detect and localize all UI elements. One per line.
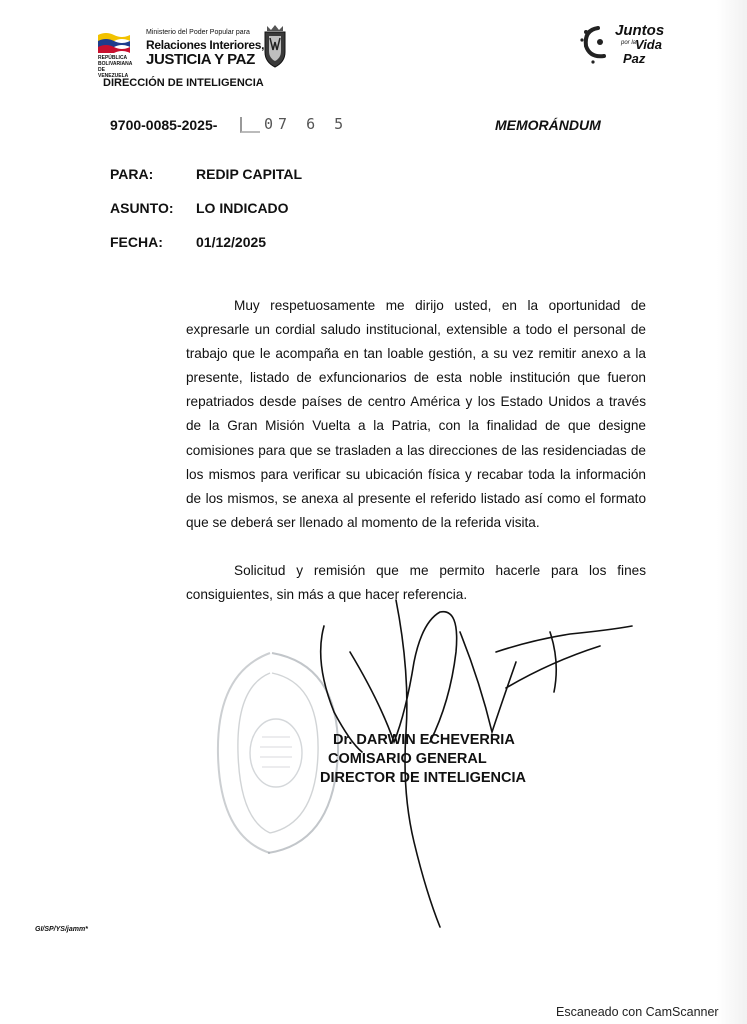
logo-word-juntos: Juntos bbox=[615, 22, 665, 39]
signatory-rank: COMISARIO GENERAL bbox=[328, 751, 487, 767]
para-label: PARA: bbox=[110, 166, 154, 182]
logo-word-por-la: por la bbox=[621, 40, 637, 46]
ministry-line3: JUSTICIA Y PAZ bbox=[146, 51, 255, 68]
asunto-value: LO INDICADO bbox=[196, 200, 289, 216]
logo-word-vida: Vida bbox=[635, 37, 662, 52]
ministry-line2: Relaciones Interiores, bbox=[146, 38, 265, 52]
police-shield-icon bbox=[261, 24, 289, 69]
signatory-title: DIRECTOR DE INTELIGENCIA bbox=[320, 770, 526, 786]
stamped-number bbox=[240, 115, 348, 133]
memo-body bbox=[186, 294, 646, 607]
juntos-por-la-vida-logo bbox=[578, 22, 668, 70]
body-paragraph-1: Muy respetuosamente me dirijo usted, en la oportunidad de expresarle un cordial saludo institucional, extensible a todo el personal de trabajo que le acompaña en tan loable gestión, a su vez remitir anexo a la presente, listado de exfuncionarios de esta noble institución que fueron repatriados desde países de centro América y los Estado Unidos a través de la Gran Misión Vuelta a la Patria, con la finalidad de que designe comisiones para que se trasladen a las direcciones de las residenciadas de los mismos para verificar su ubicación física y recabar toda la información de los mismos, se anexa al presente el referido listado así como el formato que se deberá ser llenado al momento de la referida visita. bbox=[186, 298, 646, 530]
ministry-line1: Ministerio del Poder Popular para bbox=[146, 29, 250, 36]
scanner-watermark: Escaneado con CamScanner bbox=[556, 1005, 719, 1019]
campaign-swirl-icon bbox=[578, 22, 614, 66]
fecha-value: 01/12/2025 bbox=[196, 234, 267, 250]
logo-word-paz: Paz bbox=[623, 51, 646, 66]
asunto-label: ASUNTO: bbox=[110, 200, 174, 216]
flag-label: REPÚBLICA BOLIVARIANA DE VENEZUELA bbox=[98, 55, 133, 79]
venezuela-flag-icon bbox=[98, 31, 130, 53]
body-paragraph-2: Solicitud y remisión que me permito hacerle para los fines consiguientes, sin más a que hacer referencia. bbox=[186, 562, 646, 603]
direction-heading: DIRECCIÓN DE INTELIGENCIA bbox=[103, 77, 264, 89]
scan-edge-shadow bbox=[717, 0, 747, 1024]
para-value: REDIP CAPITAL bbox=[196, 166, 303, 182]
stamped-number-text: 07 6 5 bbox=[264, 115, 349, 133]
reference-number: 9700-0085-2025- bbox=[110, 117, 218, 133]
signatory-name: Dr. DARWIN ECHEVERRIA bbox=[333, 732, 515, 748]
fecha-label: FECHA: bbox=[110, 234, 163, 250]
document-type: MEMORÁNDUM bbox=[495, 117, 601, 133]
drafter-initials: GI/SP/YS/jamm* bbox=[35, 926, 88, 933]
